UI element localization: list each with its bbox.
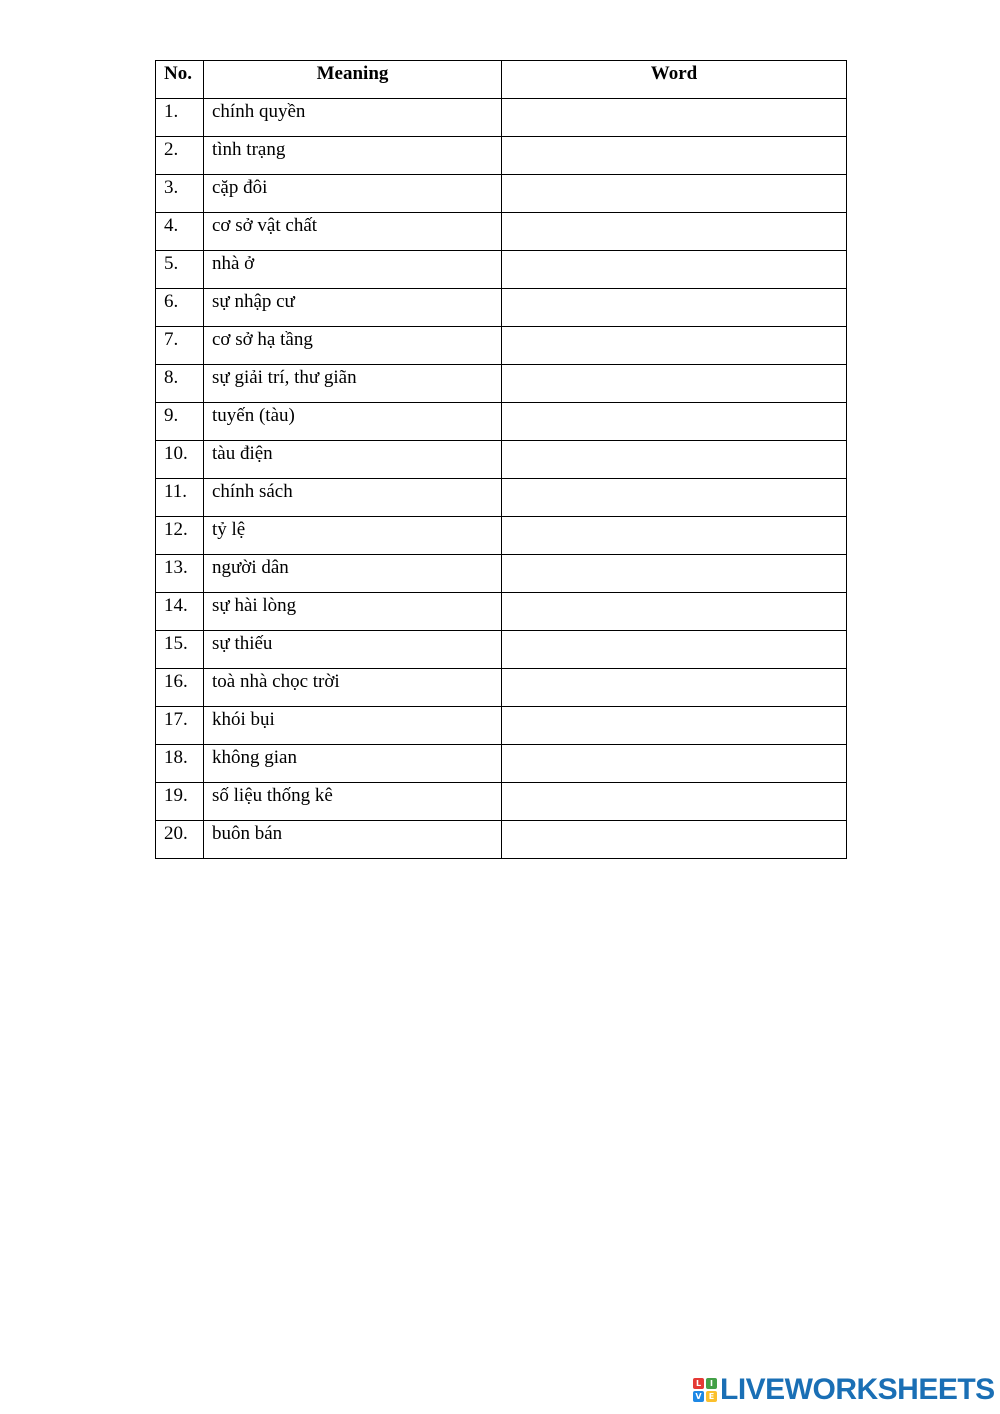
word-cell (502, 441, 847, 479)
word-answer-input[interactable] (502, 403, 846, 440)
row-number: 19. (156, 783, 204, 821)
word-cell (502, 251, 847, 289)
table-row (156, 593, 847, 631)
table-row (156, 707, 847, 745)
word-answer-input[interactable] (502, 707, 846, 744)
word-answer-input[interactable] (502, 821, 846, 858)
word-cell (502, 213, 847, 251)
table-row (156, 403, 847, 441)
row-number: 20. (156, 821, 204, 859)
logo-square-v: V (693, 1391, 704, 1402)
word-answer-input[interactable] (502, 365, 846, 402)
word-answer-input[interactable] (502, 175, 846, 212)
table-header-row (156, 61, 847, 99)
word-answer-input[interactable] (502, 213, 846, 250)
word-answer-input[interactable] (502, 251, 846, 288)
meaning-cell: tình trạng (204, 137, 502, 175)
row-number: 2. (156, 137, 204, 175)
meaning-cell: sự nhập cư (204, 289, 502, 327)
table-row (156, 251, 847, 289)
table-row (156, 631, 847, 669)
table-row (156, 783, 847, 821)
word-cell (502, 327, 847, 365)
row-number: 11. (156, 479, 204, 517)
word-cell (502, 631, 847, 669)
row-number: 14. (156, 593, 204, 631)
row-number: 18. (156, 745, 204, 783)
table-row (156, 441, 847, 479)
word-answer-input[interactable] (502, 517, 846, 554)
word-cell (502, 137, 847, 175)
word-answer-input[interactable] (502, 137, 846, 174)
word-answer-input[interactable] (502, 593, 846, 630)
word-answer-input[interactable] (502, 631, 846, 668)
row-number: 1. (156, 99, 204, 137)
word-answer-input[interactable] (502, 669, 846, 706)
word-cell (502, 403, 847, 441)
table-body (156, 99, 847, 859)
meaning-cell: toà nhà chọc trời (204, 669, 502, 707)
logo-text: LIVEWORKSHEETS (720, 1373, 995, 1406)
meaning-cell: người dân (204, 555, 502, 593)
word-answer-input[interactable] (502, 327, 846, 364)
meaning-cell: tỷ lệ (204, 517, 502, 555)
word-answer-input[interactable] (502, 479, 846, 516)
row-number: 17. (156, 707, 204, 745)
vocabulary-table (155, 60, 847, 859)
word-answer-input[interactable] (502, 555, 846, 592)
meaning-cell: khói bụi (204, 707, 502, 745)
table-row (156, 327, 847, 365)
header-word: Word (502, 61, 847, 99)
table-row (156, 289, 847, 327)
meaning-cell: tuyến (tàu) (204, 403, 502, 441)
word-cell (502, 745, 847, 783)
word-cell (502, 175, 847, 213)
header-no: No. (156, 61, 204, 99)
word-answer-input[interactable] (502, 289, 846, 326)
logo-square-i: I (706, 1378, 717, 1389)
meaning-cell: sự thiếu (204, 631, 502, 669)
row-number: 9. (156, 403, 204, 441)
meaning-cell: tàu điện (204, 441, 502, 479)
table-row (156, 669, 847, 707)
meaning-cell: sự hài lòng (204, 593, 502, 631)
word-cell (502, 99, 847, 137)
logo-square-l: L (693, 1378, 704, 1389)
row-number: 7. (156, 327, 204, 365)
word-cell (502, 365, 847, 403)
meaning-cell: chính sách (204, 479, 502, 517)
word-cell (502, 517, 847, 555)
word-cell (502, 593, 847, 631)
word-answer-input[interactable] (502, 783, 846, 820)
table-row (156, 479, 847, 517)
row-number: 5. (156, 251, 204, 289)
row-number: 4. (156, 213, 204, 251)
table-row (156, 99, 847, 137)
word-answer-input[interactable] (502, 441, 846, 478)
table-row (156, 175, 847, 213)
meaning-cell: số liệu thống kê (204, 783, 502, 821)
row-number: 12. (156, 517, 204, 555)
row-number: 3. (156, 175, 204, 213)
meaning-cell: nhà ở (204, 251, 502, 289)
row-number: 16. (156, 669, 204, 707)
word-cell (502, 289, 847, 327)
table-row (156, 517, 847, 555)
word-cell (502, 707, 847, 745)
word-cell (502, 555, 847, 593)
table-row (156, 745, 847, 783)
table-row (156, 137, 847, 175)
table-row (156, 821, 847, 859)
word-cell (502, 669, 847, 707)
table-row (156, 213, 847, 251)
row-number: 6. (156, 289, 204, 327)
meaning-cell: cặp đôi (204, 175, 502, 213)
meaning-cell: sự giải trí, thư giãn (204, 365, 502, 403)
liveworksheets-logo (693, 1375, 995, 1405)
header-meaning: Meaning (204, 61, 502, 99)
table-row (156, 365, 847, 403)
word-cell (502, 783, 847, 821)
word-cell (502, 479, 847, 517)
meaning-cell: chính quyền (204, 99, 502, 137)
logo-square-e: E (706, 1391, 717, 1402)
word-answer-input[interactable] (502, 99, 846, 136)
meaning-cell: không gian (204, 745, 502, 783)
row-number: 8. (156, 365, 204, 403)
meaning-cell: cơ sở vật chất (204, 213, 502, 251)
row-number: 10. (156, 441, 204, 479)
word-answer-input[interactable] (502, 745, 846, 782)
row-number: 13. (156, 555, 204, 593)
meaning-cell: buôn bán (204, 821, 502, 859)
table-row (156, 555, 847, 593)
liveworksheets-logo-icon (693, 1378, 717, 1402)
word-cell (502, 821, 847, 859)
row-number: 15. (156, 631, 204, 669)
meaning-cell: cơ sở hạ tầng (204, 327, 502, 365)
